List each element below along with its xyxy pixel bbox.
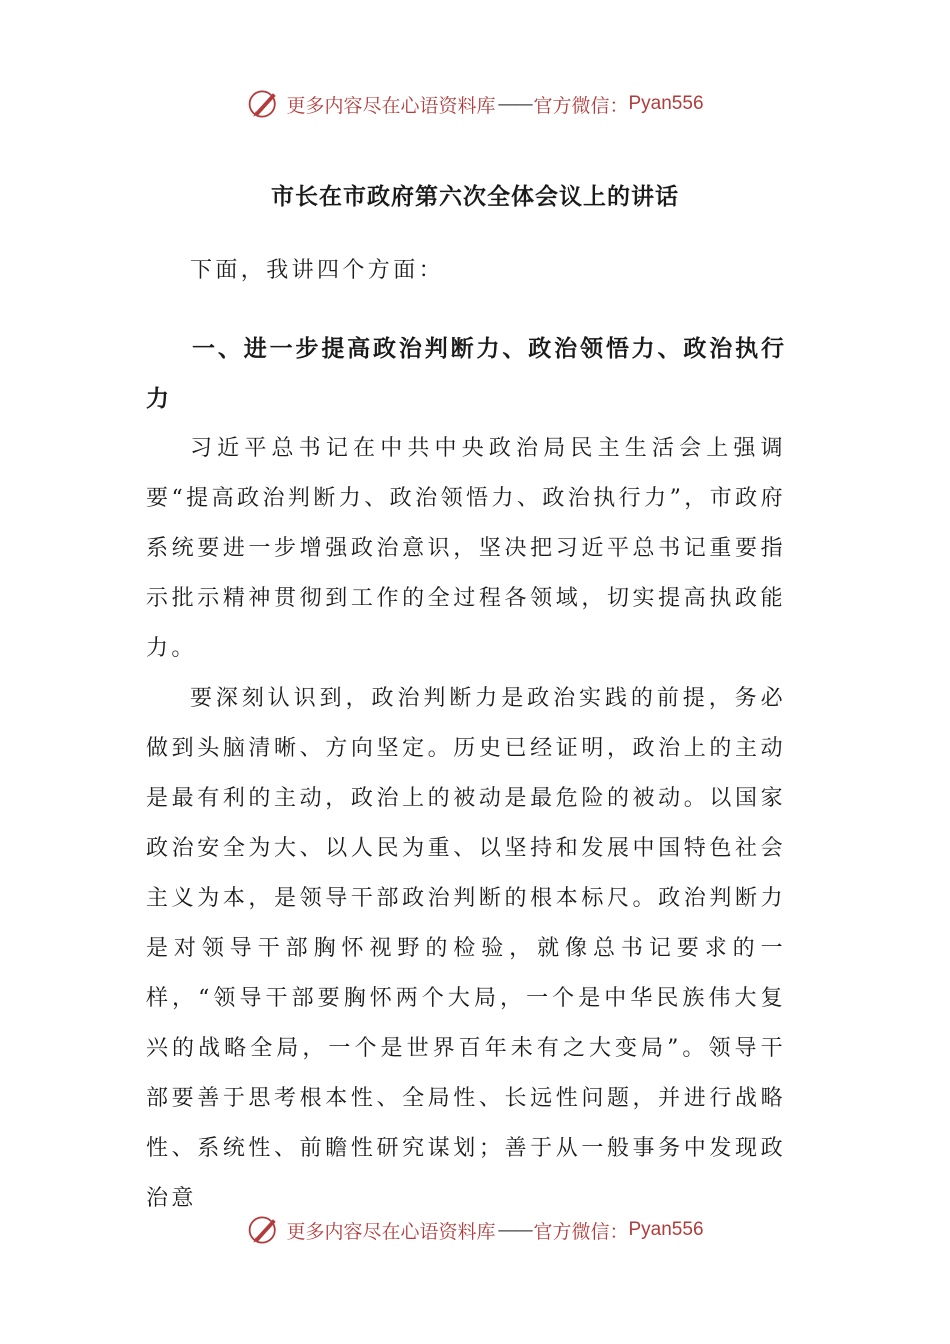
header-watermark (0, 84, 950, 124)
watermark-wechat-id: Pyan556 (628, 1219, 704, 1240)
watermark-wechat-id: Pyan556 (628, 93, 704, 114)
intro-paragraph: 下面，我讲四个方面： (190, 258, 445, 283)
watermark-site-text: 更多内容尽在心语资料库 (286, 1220, 496, 1243)
document-title: 市长在市政府第六次全体会议上的讲话 (271, 183, 679, 210)
body-paragraph-2: 要深刻认识到，政治判断力是政治实践的前提，务必做到头脑清晰、方向坚定。历史已经证明，政治上的主动是最有利的主动，政治上的被动是最危险的被动。以国家政治安全为大、以人民为重、以坚持和发展中国特色社会主义为本，是领导干部政治判断的根本标尺。政治判断力是对领导干部胸怀视野的检验，就像总书记要求的一样，“领导干部要胸怀两个大局，一个是中华民族伟大复兴的战略全局，一个是世界百年未有之大变局”。领导干部要善于思考根本性、全局性、长远性问题，并进行战略性、系统性、前瞻性研究谋划；善于从一般事务中发现政治意 (146, 686, 786, 1211)
watermark-wechat-label: 官方微信： (533, 94, 629, 117)
document-body (146, 246, 786, 1224)
watermark-site-text: 更多内容尽在心语资料库 (286, 94, 496, 117)
body-paragraph-1: 习近平总书记在中共中央政治局民主生活会上强调要“提高政治判断力、政治领悟力、政治执行力”，市政府系统要进一步增强政治意识，坚决把习近平总书记重要指示批示精神贯彻到工作的全过程各领域，切实提高执政能力。 (146, 436, 786, 661)
footer-watermark (0, 1210, 950, 1250)
watermark-separator: —— (497, 93, 532, 115)
watermark-separator: —— (497, 1219, 532, 1241)
pen-logo-icon (246, 1212, 282, 1248)
watermark-wechat-label: 官方微信： (533, 1220, 629, 1243)
pen-logo-icon (246, 86, 282, 122)
section-heading: 一、进一步提高政治判断力、政治领悟力、政治执行力 (146, 335, 786, 412)
